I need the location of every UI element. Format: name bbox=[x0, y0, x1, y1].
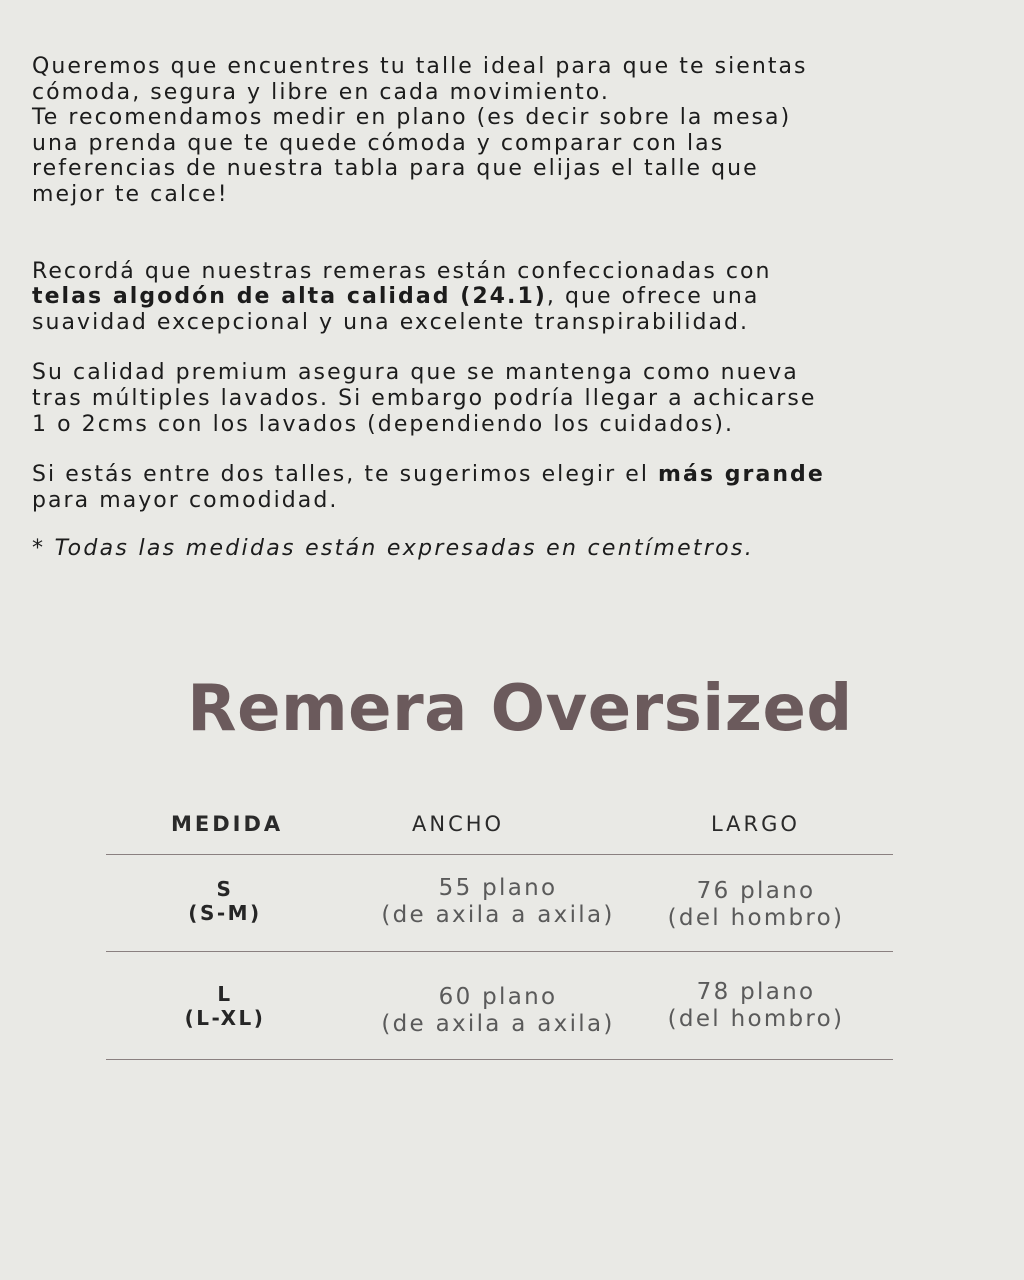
intro-line: Te recomendamos medir en plano (es decir sobre la mesa) bbox=[32, 105, 792, 131]
intro-line: Su calidad premium asegura que se mantenga como nueva bbox=[32, 360, 799, 386]
ancho-cell bbox=[360, 984, 636, 1038]
largo-note: (del hombro) bbox=[667, 1006, 845, 1032]
page-title: Remera Oversized bbox=[187, 672, 853, 746]
intro-line: Recordá que nuestras remeras están confeccionadas con bbox=[32, 258, 772, 284]
intro-line bbox=[32, 462, 992, 488]
header-ancho: ANCHO bbox=[412, 812, 505, 836]
table-row bbox=[106, 952, 893, 1059]
largo-value: 78 plano bbox=[696, 979, 816, 1005]
largo-cell bbox=[642, 979, 870, 1033]
intro-line: una prenda que te quede cómoda y comparar con las bbox=[32, 130, 725, 156]
note-line: * Todas las medidas están expresadas en centímetros. bbox=[32, 536, 754, 562]
ancho-cell bbox=[360, 875, 636, 929]
ancho-note: (de axila a axila) bbox=[381, 1011, 615, 1037]
size-table bbox=[106, 806, 893, 1060]
intro-line: suavidad excepcional y una excelente transpirabilidad. bbox=[32, 309, 750, 335]
intro-paragraph-3 bbox=[32, 360, 992, 437]
size-range: (L-XL) bbox=[184, 1006, 266, 1030]
intro-line: referencias de nuestra tabla para que elijas el talle que bbox=[32, 156, 759, 182]
table-divider bbox=[106, 1059, 893, 1060]
size-cell bbox=[105, 877, 345, 925]
intro-line: para mayor comodidad. bbox=[32, 487, 339, 513]
intro-text: , que ofrece una bbox=[546, 284, 760, 310]
largo-value: 76 plano bbox=[696, 878, 816, 904]
intro-line: Queremos que encuentres tu talle ideal para que te sientas bbox=[32, 54, 808, 79]
ancho-note: (de axila a axila) bbox=[381, 902, 615, 928]
size-range: (S-M) bbox=[188, 901, 262, 925]
intro-line: cómoda, segura y libre en cada movimiento. bbox=[32, 79, 610, 105]
measurement-note bbox=[32, 536, 992, 562]
intro-text: Si estás entre dos talles, te sugerimos elegir el bbox=[32, 462, 659, 488]
table-header bbox=[106, 806, 893, 854]
largo-note: (del hombro) bbox=[667, 905, 845, 931]
intro-paragraph-2 bbox=[32, 259, 992, 336]
intro-line: mejor te calce! bbox=[32, 181, 229, 207]
intro-paragraph-1 bbox=[32, 54, 992, 208]
intro-line: 1 o 2cms con los lavados (dependiendo los cuidados). bbox=[32, 411, 735, 437]
header-largo: LARGO bbox=[711, 812, 800, 836]
ancho-value: 55 plano bbox=[438, 875, 558, 901]
size-recommendation-highlight: más grande bbox=[658, 462, 825, 488]
intro-line: tras múltiples lavados. Si embargo podría llegar a achicarse bbox=[32, 385, 817, 411]
size-guide-intro bbox=[32, 54, 992, 562]
header-medida: MEDIDA bbox=[171, 812, 284, 836]
ancho-value: 60 plano bbox=[438, 984, 558, 1010]
fabric-highlight: telas algodón de alta calidad (24.1) bbox=[32, 284, 547, 310]
table-row bbox=[106, 855, 893, 951]
size-label: L bbox=[217, 982, 233, 1006]
largo-cell bbox=[642, 878, 870, 932]
size-cell bbox=[105, 982, 345, 1030]
size-label: S bbox=[216, 877, 234, 901]
intro-line bbox=[32, 284, 992, 310]
intro-paragraph-4 bbox=[32, 462, 992, 513]
